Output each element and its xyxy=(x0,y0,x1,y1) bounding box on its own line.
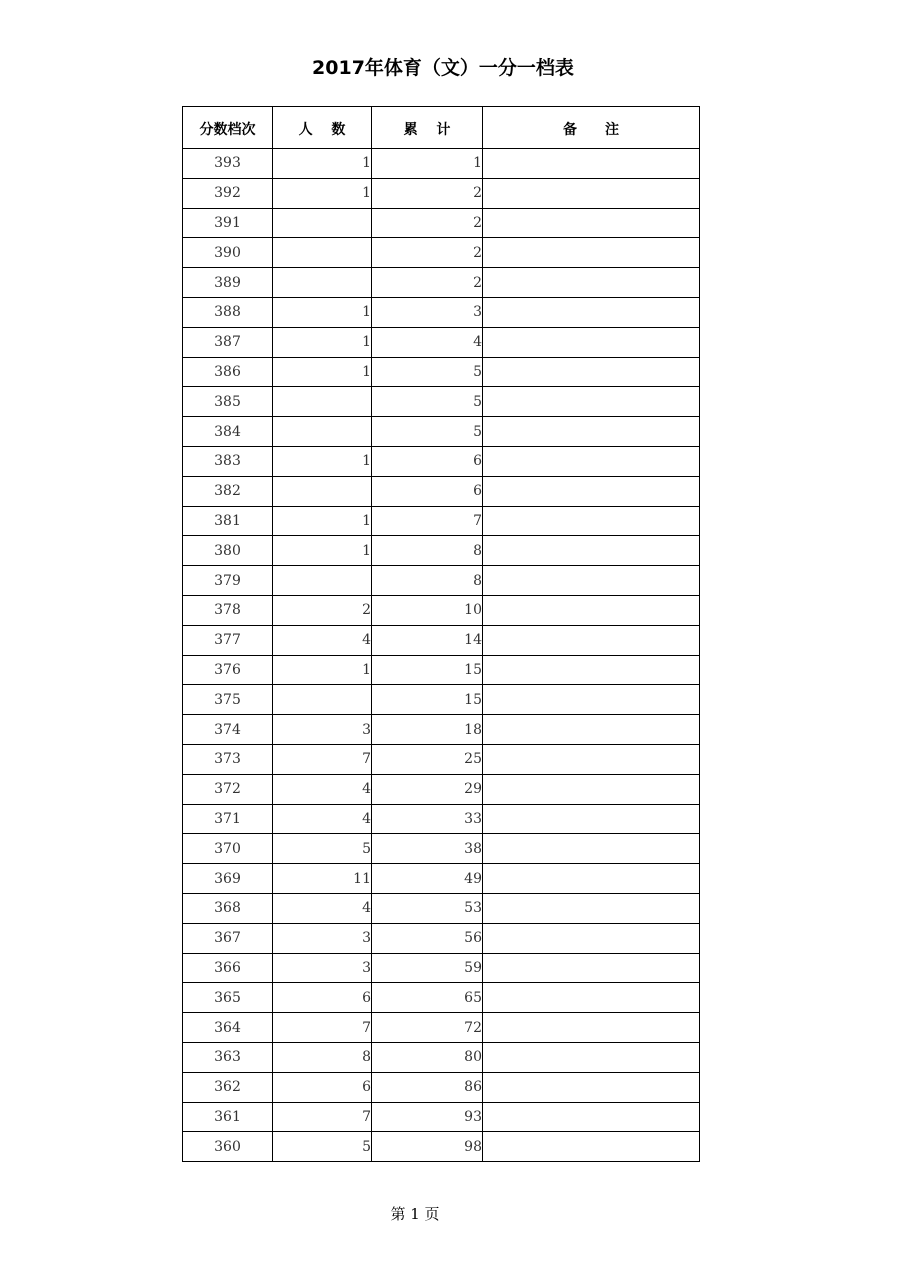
cell-cumulative: 10 xyxy=(372,595,483,625)
table-row xyxy=(183,774,700,804)
table-row xyxy=(183,1102,700,1132)
cell-count: 3 xyxy=(273,953,372,983)
table-row xyxy=(183,983,700,1013)
cell-score: 390 xyxy=(183,238,273,268)
cell-note xyxy=(483,446,700,476)
cell-score: 393 xyxy=(183,149,273,179)
table-row xyxy=(183,417,700,447)
table-row xyxy=(183,297,700,327)
cell-note xyxy=(483,417,700,447)
cell-score: 371 xyxy=(183,804,273,834)
cell-count: 4 xyxy=(273,625,372,655)
table-row xyxy=(183,1072,700,1102)
cell-score: 372 xyxy=(183,774,273,804)
table-header-row xyxy=(183,107,700,149)
cell-score: 367 xyxy=(183,923,273,953)
table-row xyxy=(183,476,700,506)
table-row xyxy=(183,566,700,596)
cell-cumulative: 29 xyxy=(372,774,483,804)
table-row xyxy=(183,387,700,417)
cell-cumulative: 80 xyxy=(372,1042,483,1072)
cell-score: 368 xyxy=(183,893,273,923)
table-row xyxy=(183,446,700,476)
cell-note xyxy=(483,327,700,357)
cell-cumulative: 15 xyxy=(372,655,483,685)
cell-cumulative: 15 xyxy=(372,685,483,715)
cell-score: 392 xyxy=(183,178,273,208)
page-number: 第 1 页 xyxy=(390,1205,440,1223)
cell-note xyxy=(483,476,700,506)
table-row xyxy=(183,953,700,983)
table-row xyxy=(183,178,700,208)
table-row xyxy=(183,715,700,745)
cell-note xyxy=(483,804,700,834)
cell-count: 6 xyxy=(273,1072,372,1102)
cell-score: 377 xyxy=(183,625,273,655)
cell-score: 373 xyxy=(183,744,273,774)
cell-score: 375 xyxy=(183,685,273,715)
cell-note xyxy=(483,864,700,894)
table-row xyxy=(183,536,700,566)
cell-cumulative: 3 xyxy=(372,297,483,327)
cell-score: 381 xyxy=(183,506,273,536)
cell-cumulative: 25 xyxy=(372,744,483,774)
cell-count: 7 xyxy=(273,744,372,774)
cell-cumulative: 5 xyxy=(372,387,483,417)
cell-note xyxy=(483,536,700,566)
table-row xyxy=(183,685,700,715)
cell-note xyxy=(483,238,700,268)
cell-score: 382 xyxy=(183,476,273,506)
cell-cumulative: 59 xyxy=(372,953,483,983)
cell-note xyxy=(483,744,700,774)
cell-count: 5 xyxy=(273,1132,372,1162)
cell-cumulative: 4 xyxy=(372,327,483,357)
cell-note xyxy=(483,1132,700,1162)
cell-score: 361 xyxy=(183,1102,273,1132)
cell-cumulative: 49 xyxy=(372,864,483,894)
cell-count: 1 xyxy=(273,357,372,387)
table-row xyxy=(183,625,700,655)
cell-cumulative: 38 xyxy=(372,834,483,864)
cell-score: 376 xyxy=(183,655,273,685)
cell-note xyxy=(483,1013,700,1043)
cell-note xyxy=(483,1042,700,1072)
header-score-level: 分数档次 xyxy=(183,107,273,149)
table-row xyxy=(183,864,700,894)
cell-count xyxy=(273,268,372,298)
cell-cumulative: 93 xyxy=(372,1102,483,1132)
cell-score: 386 xyxy=(183,357,273,387)
cell-cumulative: 65 xyxy=(372,983,483,1013)
cell-score: 366 xyxy=(183,953,273,983)
table-row xyxy=(183,268,700,298)
cell-count: 1 xyxy=(273,327,372,357)
cell-count: 1 xyxy=(273,655,372,685)
cell-score: 388 xyxy=(183,297,273,327)
cell-count: 4 xyxy=(273,774,372,804)
cell-cumulative: 33 xyxy=(372,804,483,834)
page-title: 2017年体育（文）一分一档表 xyxy=(312,57,574,79)
cell-note xyxy=(483,774,700,804)
cell-note xyxy=(483,566,700,596)
cell-cumulative: 53 xyxy=(372,893,483,923)
table-row xyxy=(183,1042,700,1072)
cell-cumulative: 56 xyxy=(372,923,483,953)
cell-count: 1 xyxy=(273,446,372,476)
header-notes: 备 注 xyxy=(483,107,700,149)
cell-count xyxy=(273,685,372,715)
cell-count: 4 xyxy=(273,893,372,923)
cell-score: 362 xyxy=(183,1072,273,1102)
cell-cumulative: 98 xyxy=(372,1132,483,1162)
cell-note xyxy=(483,506,700,536)
table-row xyxy=(183,1132,700,1162)
cell-count: 3 xyxy=(273,923,372,953)
cell-count: 4 xyxy=(273,804,372,834)
cell-count: 1 xyxy=(273,506,372,536)
cell-count: 6 xyxy=(273,983,372,1013)
cell-count xyxy=(273,476,372,506)
cell-count: 5 xyxy=(273,834,372,864)
cell-count xyxy=(273,208,372,238)
cell-note xyxy=(483,953,700,983)
cell-count: 1 xyxy=(273,536,372,566)
cell-count: 1 xyxy=(273,149,372,179)
cell-note xyxy=(483,595,700,625)
cell-score: 365 xyxy=(183,983,273,1013)
cell-score: 363 xyxy=(183,1042,273,1072)
cell-count xyxy=(273,417,372,447)
cell-score: 379 xyxy=(183,566,273,596)
cell-count: 1 xyxy=(273,297,372,327)
cell-note xyxy=(483,1072,700,1102)
table-row xyxy=(183,208,700,238)
cell-count: 7 xyxy=(273,1013,372,1043)
header-cumulative: 累 计 xyxy=(372,107,483,149)
cell-note xyxy=(483,149,700,179)
cell-note xyxy=(483,983,700,1013)
cell-note xyxy=(483,387,700,417)
cell-score: 387 xyxy=(183,327,273,357)
cell-count xyxy=(273,238,372,268)
cell-note xyxy=(483,297,700,327)
cell-score: 384 xyxy=(183,417,273,447)
table-row xyxy=(183,238,700,268)
cell-cumulative: 6 xyxy=(372,476,483,506)
cell-score: 385 xyxy=(183,387,273,417)
cell-score: 389 xyxy=(183,268,273,298)
cell-score: 391 xyxy=(183,208,273,238)
cell-count xyxy=(273,566,372,596)
cell-cumulative: 8 xyxy=(372,536,483,566)
cell-score: 360 xyxy=(183,1132,273,1162)
cell-score: 374 xyxy=(183,715,273,745)
table-row xyxy=(183,744,700,774)
cell-cumulative: 86 xyxy=(372,1072,483,1102)
table-row xyxy=(183,327,700,357)
cell-score: 380 xyxy=(183,536,273,566)
table-row xyxy=(183,834,700,864)
cell-score: 370 xyxy=(183,834,273,864)
header-count: 人 数 xyxy=(273,107,372,149)
cell-note xyxy=(483,893,700,923)
cell-score: 378 xyxy=(183,595,273,625)
cell-cumulative: 8 xyxy=(372,566,483,596)
cell-note xyxy=(483,715,700,745)
table-body xyxy=(183,149,700,1162)
cell-cumulative: 1 xyxy=(372,149,483,179)
cell-score: 369 xyxy=(183,864,273,894)
cell-score: 383 xyxy=(183,446,273,476)
table-row xyxy=(183,357,700,387)
cell-note xyxy=(483,268,700,298)
cell-count: 11 xyxy=(273,864,372,894)
cell-cumulative: 5 xyxy=(372,357,483,387)
score-distribution-table xyxy=(182,106,700,1162)
cell-count: 2 xyxy=(273,595,372,625)
cell-note xyxy=(483,834,700,864)
cell-count: 1 xyxy=(273,178,372,208)
cell-note xyxy=(483,923,700,953)
cell-count: 7 xyxy=(273,1102,372,1132)
cell-cumulative: 2 xyxy=(372,268,483,298)
cell-note xyxy=(483,625,700,655)
cell-cumulative: 5 xyxy=(372,417,483,447)
cell-note xyxy=(483,178,700,208)
table-row xyxy=(183,923,700,953)
cell-cumulative: 2 xyxy=(372,178,483,208)
table-row xyxy=(183,655,700,685)
cell-cumulative: 6 xyxy=(372,446,483,476)
cell-count xyxy=(273,387,372,417)
cell-cumulative: 7 xyxy=(372,506,483,536)
cell-note xyxy=(483,685,700,715)
cell-cumulative: 2 xyxy=(372,238,483,268)
cell-note xyxy=(483,357,700,387)
table-row xyxy=(183,506,700,536)
cell-count: 8 xyxy=(273,1042,372,1072)
cell-note xyxy=(483,1102,700,1132)
cell-note xyxy=(483,655,700,685)
table-row xyxy=(183,149,700,179)
cell-note xyxy=(483,208,700,238)
table-row xyxy=(183,1013,700,1043)
cell-cumulative: 14 xyxy=(372,625,483,655)
cell-count: 3 xyxy=(273,715,372,745)
cell-cumulative: 18 xyxy=(372,715,483,745)
table-row xyxy=(183,893,700,923)
table-row xyxy=(183,595,700,625)
cell-score: 364 xyxy=(183,1013,273,1043)
cell-cumulative: 72 xyxy=(372,1013,483,1043)
table-row xyxy=(183,804,700,834)
cell-cumulative: 2 xyxy=(372,208,483,238)
